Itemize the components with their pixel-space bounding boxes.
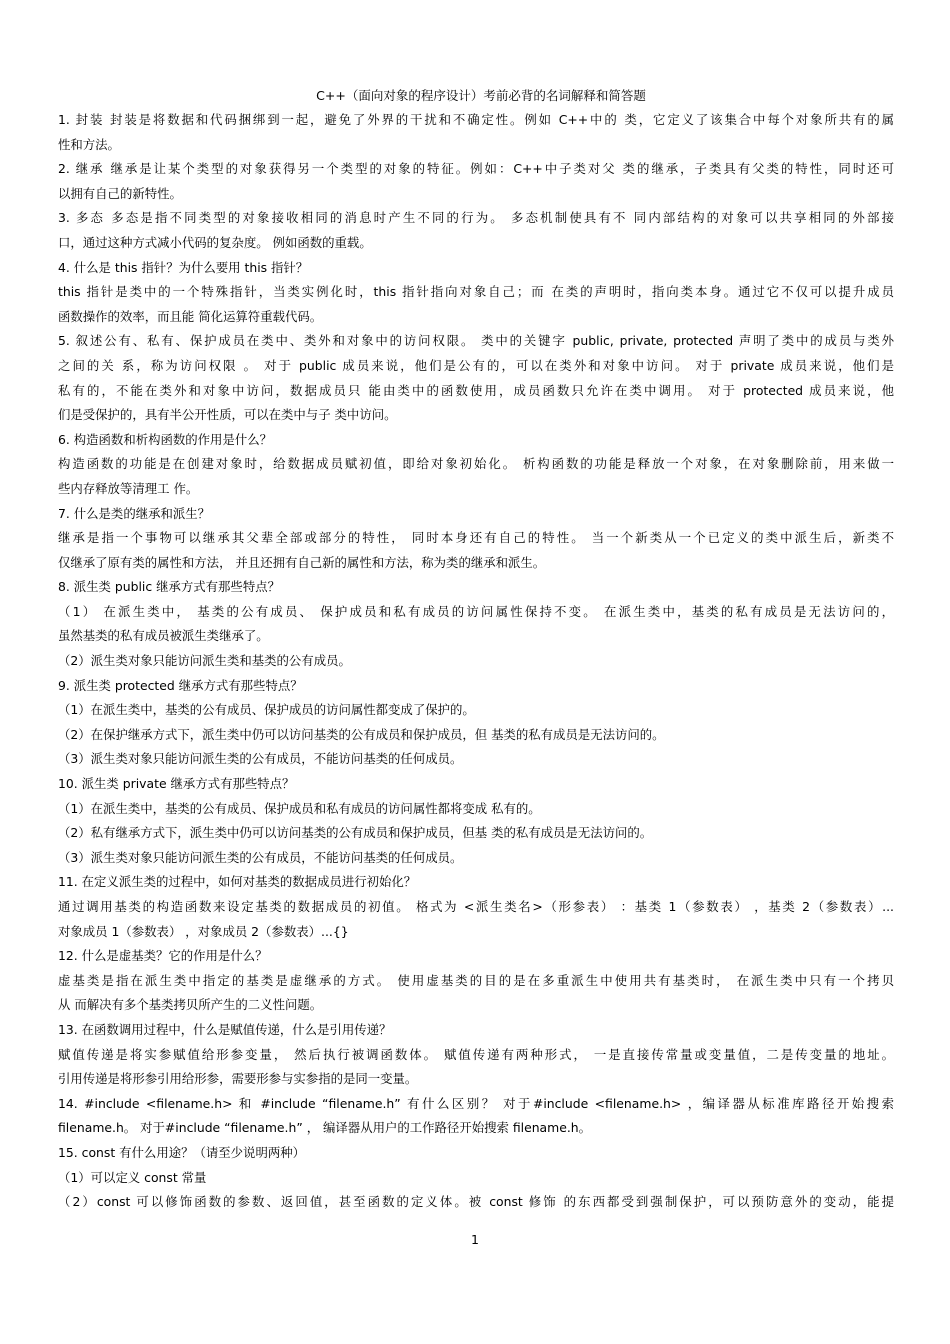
text-line: 对象成员 1（参数表） ，对象成员 2（参数表）...{} <box>58 923 349 939</box>
text-line: （1） 在派生类中， 基类的公有成员、 保护成员和私有成员的访问属性保持不变。 在派生类中，基类的私有成员是无法访问的， <box>58 603 894 619</box>
text-line: 虚基类是指在派生类中指定的基类是虚继承的方式。 使用虚基类的目的是在多重派生中使用共有基类时， 在派生类中只有一个拷贝 <box>58 972 894 988</box>
text-line: 15. const 有什么用途？（请至少说明两种） <box>58 1144 306 1160</box>
text-line: 6. 构造函数和析构函数的作用是什么？ <box>58 431 273 447</box>
document-title: C++（面向对象的程序设计）考前必背的名词解释和简答题 <box>316 88 646 103</box>
text-line: （2）私有继承方式下，派生类中仍可以访问基类的公有成员和保护成员，但基 类的私有成员是无法访问的。 <box>58 825 653 841</box>
text-line: 12. 什么是虚基类？它的作用是什么？ <box>58 948 268 964</box>
document-body <box>58 108 894 1215</box>
text-line: （2）派生类对象只能访问派生类和基类的公有成员。 <box>58 653 351 669</box>
text-line: filename.h。 对于#include “filename.h” ， 编译器从用户的工作路径开始搜索 filename.h。 <box>58 1120 592 1136</box>
text-line: 赋值传递是将实参赋值给形参变量， 然后执行被调函数体。 赋值传递有两种形式， 一是直接传常量或变量值，二是传变量的地址。 <box>58 1046 894 1062</box>
page-number: 1 <box>471 1232 479 1247</box>
text-line: （1）在派生类中，基类的公有成员、保护成员的访问属性都变成了保护的。 <box>58 702 475 718</box>
text-line: 口，通过这种方式减小代码的复杂度。 例如函数的重载。 <box>58 234 372 250</box>
text-line: this 指针是类中的一个特殊指针，当类实例化时，this 指针指向对象自己；而 在类的声明时，指向类本身。通过它不仅可以提升成员 <box>58 284 894 300</box>
text-line: （2）const 可以修饰函数的参数、返回值，甚至函数的定义体。被 const 修饰 的东西都受到强制保护，可以预防意外的变动，能提 <box>58 1194 894 1210</box>
text-line: （3）派生类对象只能访问派生类的公有成员，不能访问基类的任何成员。 <box>58 751 463 767</box>
text-line: 通过调用基类的构造函数来设定基类的数据成员的初值。 格式为 <派生类名>（形参表） ：基类 1（参数表） ，基类 2（参数表）... <box>58 899 894 914</box>
text-line: 些内存释放等清理工 作。 <box>58 480 199 496</box>
text-line: （2）在保护继承方式下，派生类中仍可以访问基类的公有成员和保护成员，但 基类的私有成员是无法访问的。 <box>58 726 665 742</box>
text-line: 构造函数的功能是在创建对象时，给数据成员赋初值，即给对象初始化。 析构函数的功能是释放一个对象，在对象删除前，用来做一 <box>58 456 894 472</box>
text-line: 性和方法。 <box>58 136 120 152</box>
text-line: （1）在派生类中，基类的公有成员、保护成员和私有成员的访问属性都将变成 私有的。 <box>58 800 541 816</box>
text-line: 们是受保护的，具有半公开性质，可以在类中与子 类中访问。 <box>58 407 397 423</box>
text-line: 2. 继承 继承是让某个类型的对象获得另一个类型的对象的特征。例如：C++中子类对父 类的继承，子类具有父类的特性，同时还可 <box>58 161 894 177</box>
text-line: 14. #include <filename.h> 和 #include “filename.h” 有什么区别？ 对于#include <filename.h> ，编译器从标准库路径开始搜索 <box>58 1095 894 1111</box>
text-line: 7. 什么是类的继承和派生？ <box>58 505 211 521</box>
text-line: 继承是指一个事物可以继承其父辈全部或部分的特性， 同时本身还有自己的特性。 当一个新类从一个已定义的类中派生后，新类不 <box>58 530 894 546</box>
text-line: 私有的，不能在类外和对象中访问，数据成员只 能由类中的函数使用，成员函数只允许在类中调用。 对于 protected 成员来说，他 <box>58 382 894 398</box>
text-line: 8. 派生类 public 继承方式有那些特点？ <box>58 579 280 595</box>
text-line: 10. 派生类 private 继承方式有那些特点？ <box>58 776 295 792</box>
text-line: 仅继承了原有类的属性和方法， 并且还拥有自己新的属性和方法，称为类的继承和派生。 <box>58 554 546 570</box>
text-line: 1. 封装 封装是将数据和代码捆绑到一起，避免了外界的干扰和不确定性。例如 C++中的 类，它定义了该集合中每个对象所共有的属 <box>58 112 894 127</box>
text-line: （1）可以定义 const 常量 <box>58 1169 207 1185</box>
text-line: 9. 派生类 protected 继承方式有那些特点？ <box>58 677 303 693</box>
text-line: 3. 多态 多态是指不同类型的对象接收相同的消息时产生不同的行为。 多态机制使具有不 同内部结构的对象可以共享相同的外部接 <box>58 210 894 226</box>
text-line: 引用传递是将形参引用给形参，需要形参与实参指的是同一变量。 <box>58 1071 418 1087</box>
text-line: 13. 在函数调用过程中，什么是赋值传递，什么是引用传递？ <box>58 1021 392 1037</box>
text-line: 4. 什么是 this 指针？为什么要用 this 指针？ <box>58 259 309 275</box>
text-line: 从 而解决有多个基类拷贝所产生的二义性问题。 <box>58 997 323 1013</box>
text-line: 11. 在定义派生类的过程中，如何对基类的数据成员进行初始化？ <box>58 874 417 890</box>
text-line: 以拥有自己的新特性。 <box>58 185 182 201</box>
document-page <box>58 84 894 1215</box>
text-line: 函数操作的效率，而且能 简化运算符重载代码。 <box>58 308 323 324</box>
text-line: （3）派生类对象只能访问派生类的公有成员，不能访问基类的任何成员。 <box>58 849 463 865</box>
text-line: 虽然基类的私有成员被派生类继承了。 <box>58 628 269 644</box>
text-line: 5. 叙述公有、私有、保护成员在类中、类外和对象中的访问权限。 类中的关键字 public, private, protected 声明了类中的成员与类外 <box>58 333 894 349</box>
text-line: 之间的关 系，称为访问权限 。 对于 public 成员来说，他们是公有的，可以在类外和对象中访问。 对于 private 成员来说，他们是 <box>58 357 894 373</box>
